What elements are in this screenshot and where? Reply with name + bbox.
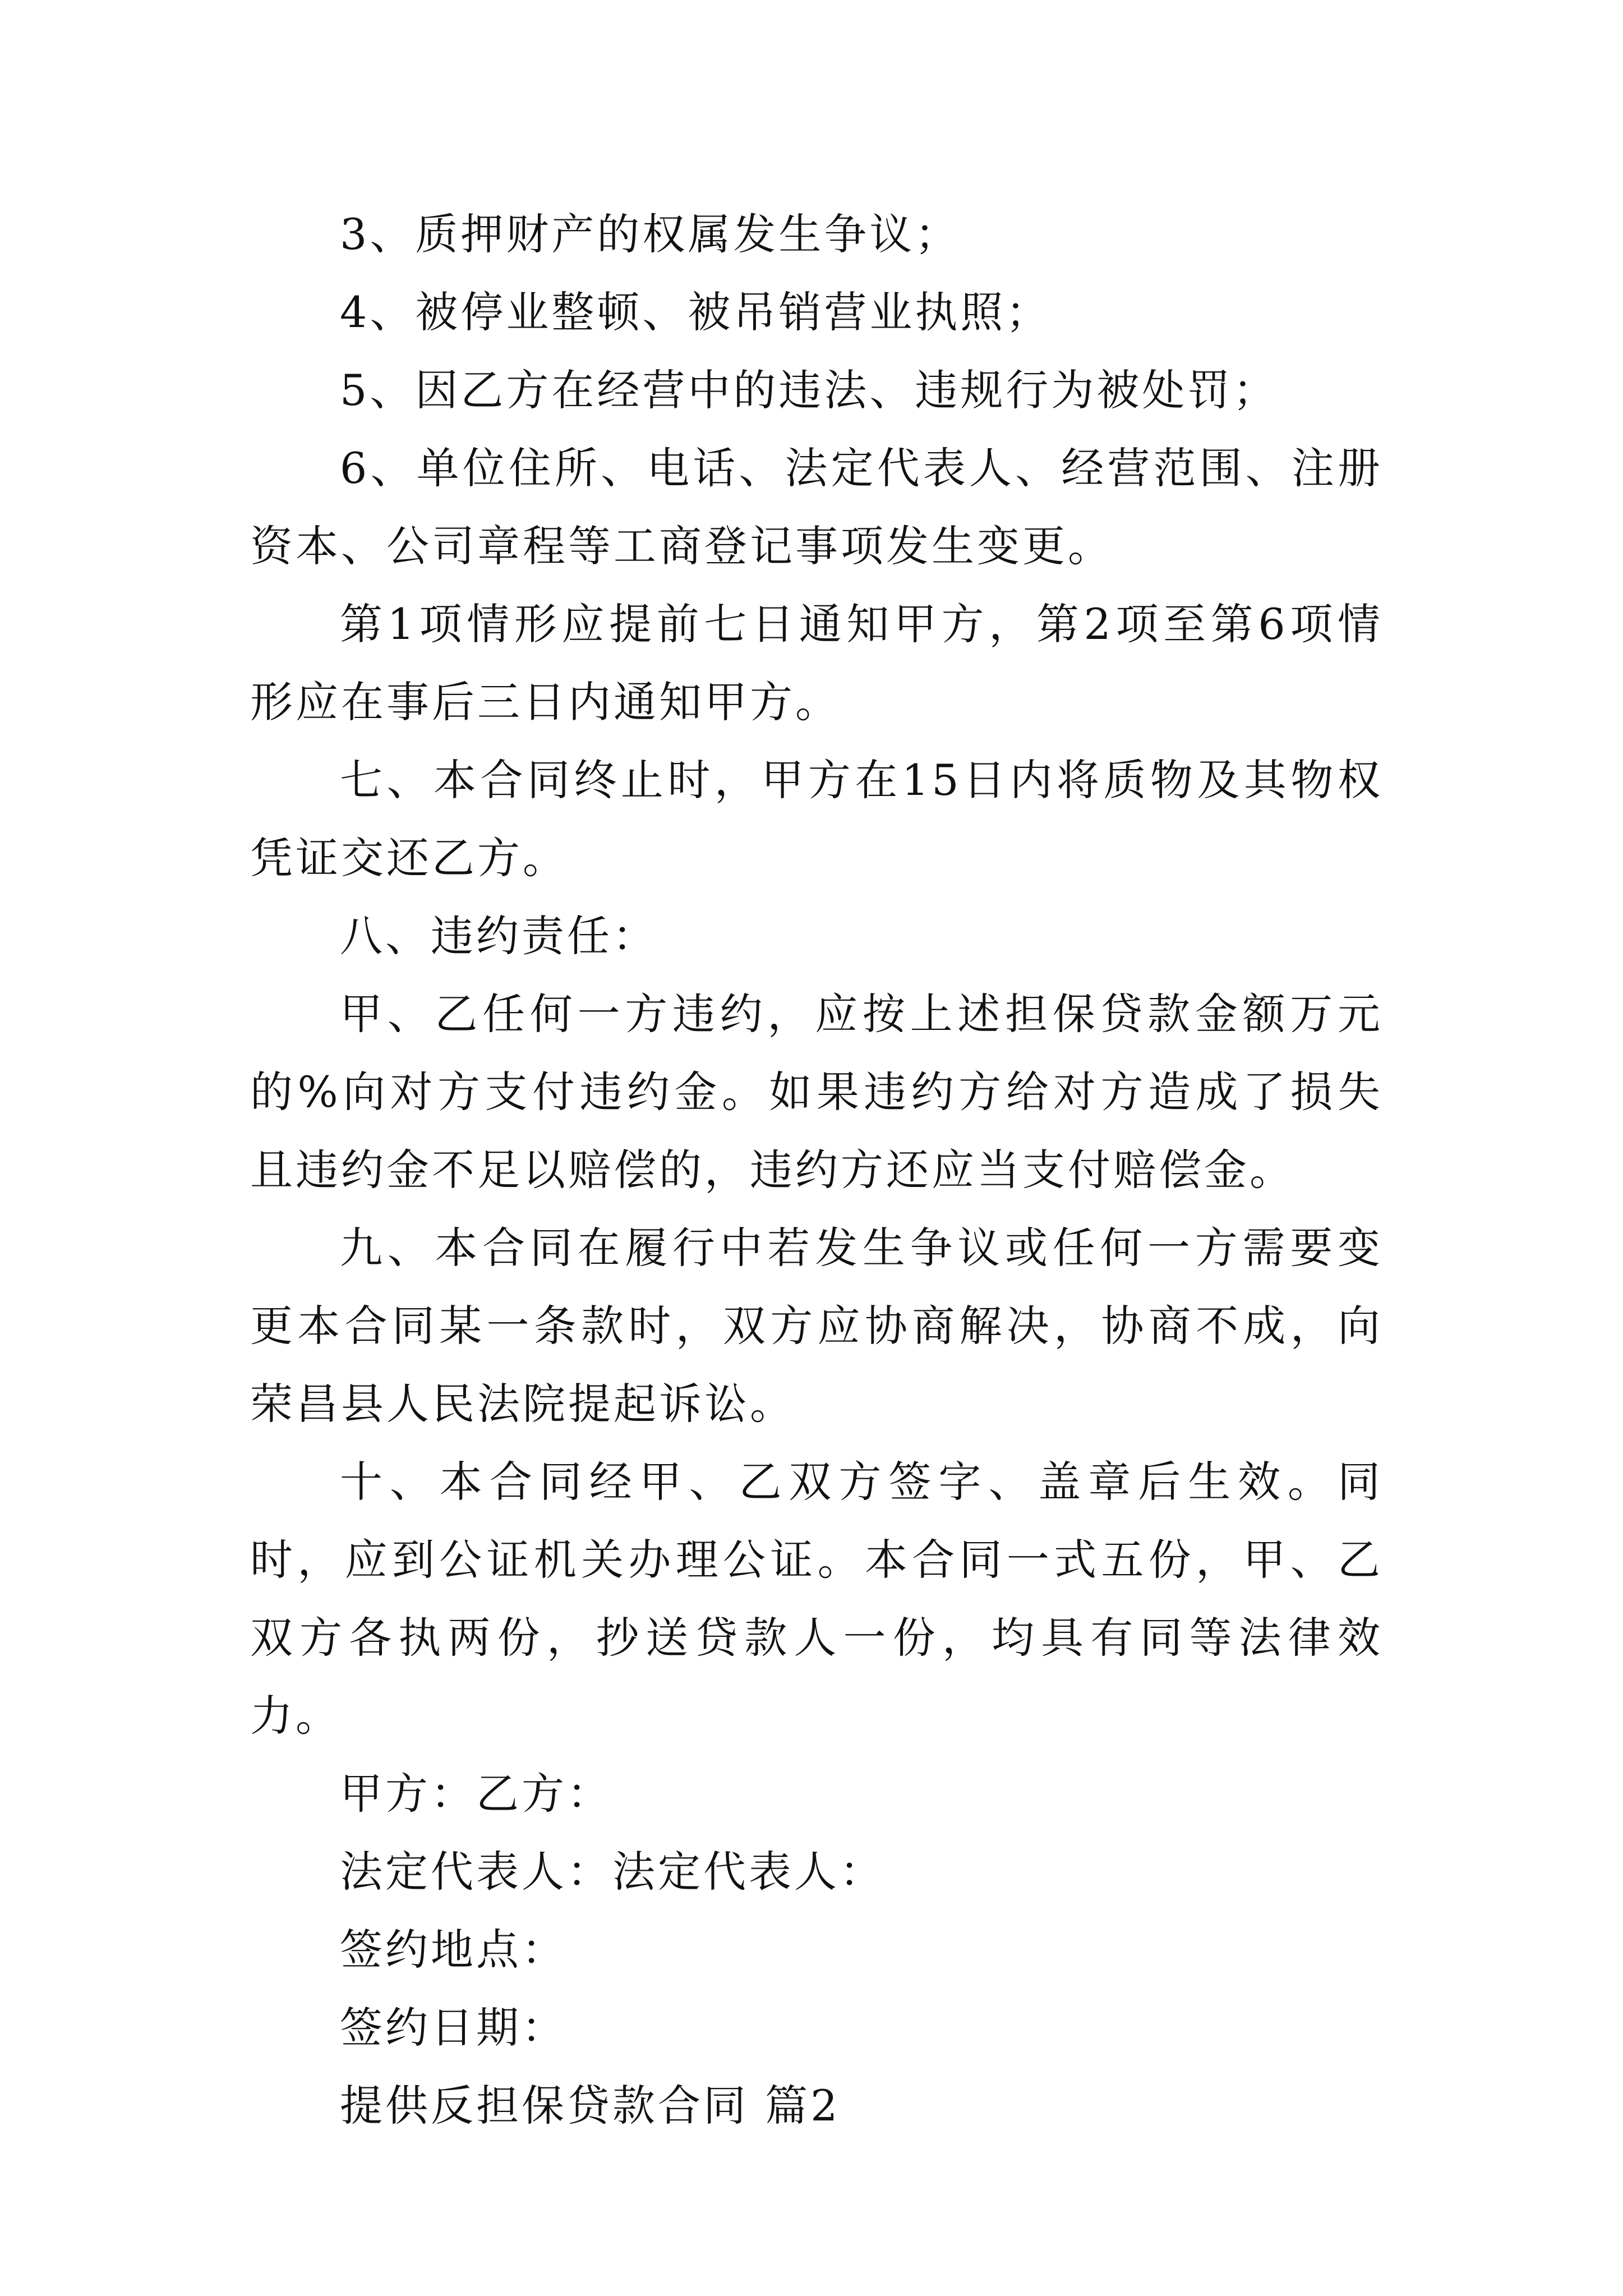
article-7-termination: 七、本合同终止时，甲方在15日内将质物及其物权凭证交还乙方。 [250, 755, 1383, 883]
article-10-effectiveness: 十、本合同经甲、乙双方签字、盖章后生效。同时，应到公证机关办理公证。本合同一式五份，甲、乙双方各执两份，抄送贷款人一份，均具有同等法律效力。 [250, 1457, 1383, 1741]
article-8-heading: 八、违约责任： [340, 911, 658, 961]
document-body [250, 195, 1383, 2145]
signing-date: 签约日期： [340, 2003, 567, 2053]
article-8-breach-liability: 甲、乙任何一方违约，应按上述担保贷款金额万元的%向对方支付违约金。如果违约方给对方造成了损失且违约金不足以赔偿的，违约方还应当支付赔偿金。 [250, 989, 1383, 1195]
clause-4-suspension: 4、被停业整顿、被吊销营业执照； [340, 287, 1052, 337]
signing-location: 签约地点： [340, 1925, 567, 1975]
article-9-dispute-resolution: 九、本合同在履行中若发生争议或任何一方需要变更本合同某一条款时，双方应协商解决，协商不成，向荣昌县人民法院提起诉讼。 [250, 1223, 1383, 1429]
clause-3-pledge-dispute: 3、质押财产的权属发生争议； [340, 209, 961, 259]
clause-5-penalty: 5、因乙方在经营中的违法、违规行为被处罚； [340, 365, 1279, 415]
signature-legal-representatives: 法定代表人：法定代表人： [340, 1847, 885, 1897]
signature-parties: 甲方：乙方： [340, 1769, 612, 1819]
clause-6-registration-change: 6、单位住所、电话、法定代表人、经营范围、注册资本、公司章程等工商登记事项发生变更。 [250, 443, 1383, 571]
next-contract-title: 提供反担保贷款合同 篇2 [340, 2081, 841, 2131]
notification-terms: 第1项情形应提前七日通知甲方，第2项至第6项情形应在事后三日内通知甲方。 [250, 599, 1383, 727]
